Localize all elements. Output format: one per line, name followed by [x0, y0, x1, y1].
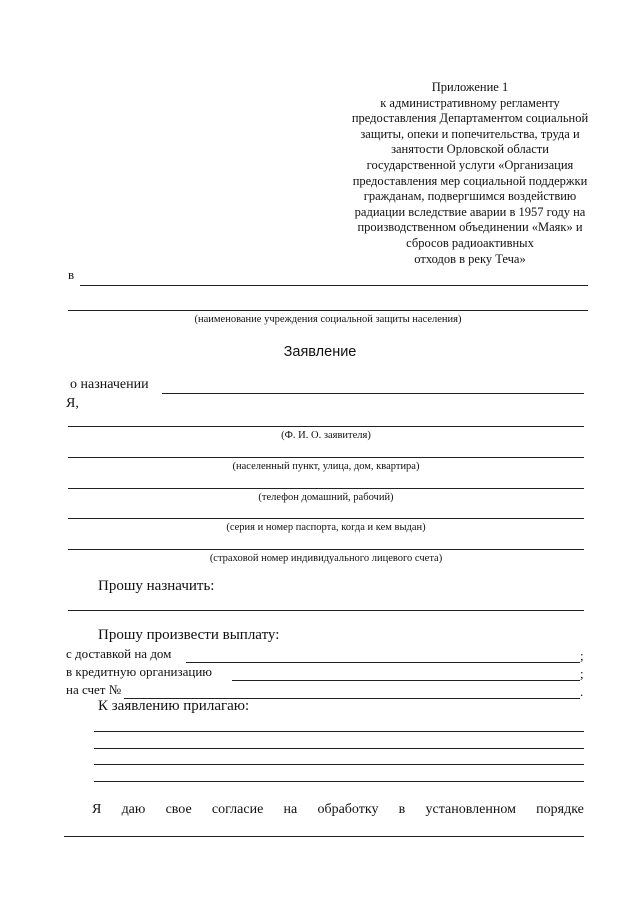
- appendix-line: занятости Орловской области: [391, 142, 549, 157]
- appendix-line: радиации вследствие аварии в 1957 году на: [354, 204, 586, 219]
- addressee-field-line[interactable]: [80, 285, 588, 286]
- credit-org-label: в кредитную организацию: [66, 664, 213, 679]
- appendix-line: сбросов радиоактивных: [406, 235, 534, 250]
- appendix-line: к административному регламенту: [380, 95, 560, 110]
- applicant-prefix: Я,: [66, 396, 79, 411]
- assignment-field-line[interactable]: [162, 393, 584, 394]
- credit-org-semicolon: ;: [580, 666, 584, 681]
- account-period: .: [580, 684, 584, 699]
- address-caption: (населенный пункт, улица, дом, квартира): [232, 461, 420, 472]
- consent-word: обработку: [317, 802, 379, 817]
- appendix-line: предоставления Департаментом социальной: [351, 111, 589, 126]
- consent-sentence: [92, 802, 584, 818]
- account-label: на счет №: [66, 682, 122, 697]
- payment-heading: Прошу произвести выплату:: [98, 627, 280, 643]
- consent-word: даю: [121, 802, 146, 817]
- institution-caption: (наименование учреждения социальной защиты населения): [194, 314, 462, 325]
- consent-field-line[interactable]: [64, 836, 584, 837]
- appendix-line: гражданам, подвергшимся воздействию: [363, 189, 577, 204]
- consent-word: установленном: [425, 802, 516, 817]
- assignment-prefix: о назначении: [70, 377, 149, 392]
- home-delivery-field-line[interactable]: [186, 662, 580, 663]
- request-assign-label: Прошу назначить:: [98, 578, 215, 594]
- appendix-line: отходов в реку Теча»: [414, 251, 526, 266]
- addressee-field-line-2[interactable]: [68, 310, 588, 311]
- appendix-line: предоставления мер социальной поддержки: [352, 173, 588, 188]
- attachment-line-1[interactable]: [94, 731, 584, 732]
- consent-word: согласие: [211, 802, 264, 817]
- consent-word: свое: [165, 802, 192, 817]
- consent-word: Я: [92, 802, 102, 817]
- home-delivery-semicolon: ;: [580, 648, 584, 663]
- appendix-line: Приложение 1: [431, 80, 509, 94]
- attachment-line-2[interactable]: [94, 748, 584, 749]
- snils-field-line[interactable]: [68, 549, 584, 550]
- appendix-line: производственном объединении «Маяк» и: [357, 220, 583, 235]
- passport-caption: (серия и номер паспорта, когда и кем выдан): [226, 522, 426, 533]
- phone-caption: (телефон домашний, рабочий): [258, 492, 394, 503]
- consent-word: в: [398, 802, 406, 817]
- request-assign-field-line[interactable]: [68, 610, 584, 611]
- document-title: Заявление: [283, 344, 357, 360]
- fio-caption: (Ф. И. О. заявителя): [281, 430, 371, 441]
- appendix-line: государственной услуги «Организация: [366, 157, 574, 172]
- consent-word: на: [283, 802, 298, 817]
- snils-caption: (страховой номер индивидуального лицевого счета): [209, 553, 443, 564]
- attachment-line-3[interactable]: [94, 764, 584, 765]
- attachment-line-4[interactable]: [94, 781, 584, 782]
- home-delivery-label: с доставкой на дом: [66, 646, 172, 661]
- address-field-line[interactable]: [68, 457, 584, 458]
- addressee-prefix: в: [68, 267, 75, 282]
- passport-field-line[interactable]: [68, 518, 584, 519]
- phone-field-line[interactable]: [68, 488, 584, 489]
- appendix-header: [320, 80, 620, 267]
- attachments-heading: К заявлению прилагаю:: [98, 698, 250, 714]
- appendix-line: защиты, опеки и попечительства, труда и: [360, 126, 580, 141]
- fio-field-line[interactable]: [68, 426, 584, 427]
- credit-org-field-line[interactable]: [232, 680, 580, 681]
- consent-word: порядке: [536, 802, 584, 817]
